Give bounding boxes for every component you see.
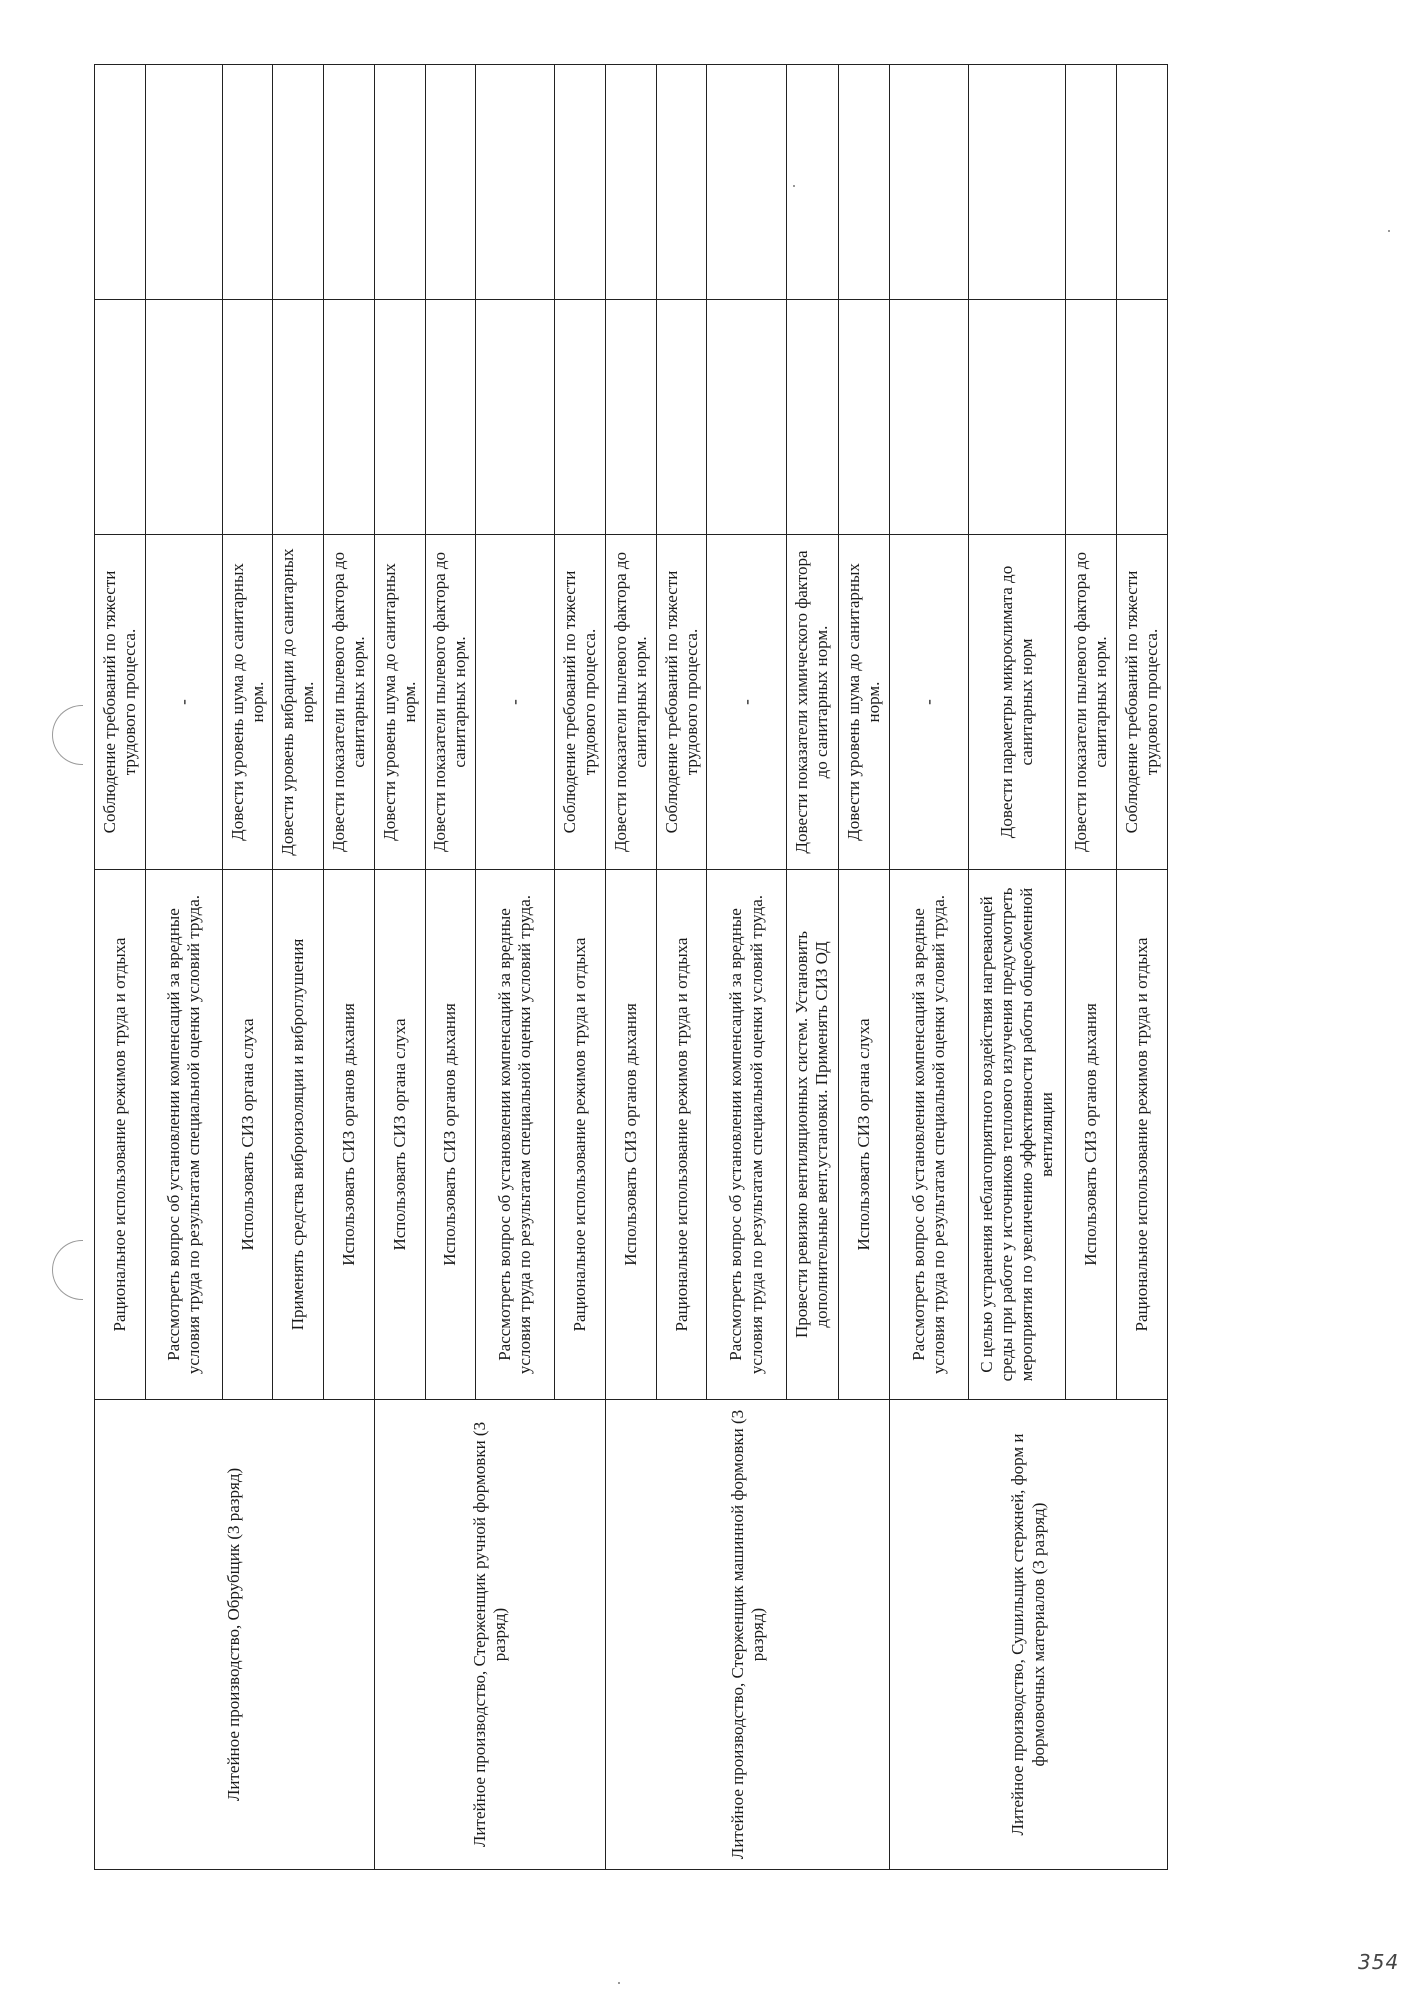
empty-cell (969, 300, 1066, 535)
empty-cell (890, 300, 969, 535)
job-title-cell: Литейное производство, Стерженщик ручной формовки (3 разряд) (374, 1400, 605, 1870)
job-title-cell: Литейное производство, Сушильщик стержней, форм и формовочных материалов (3 разряд) (890, 1400, 1168, 1870)
empty-cell (606, 65, 657, 300)
empty-cell (786, 65, 839, 300)
table-row (95, 65, 146, 1870)
job-title-cell: Литейное производство, Стерженщик машинной формовки (3 разряд) (606, 1400, 890, 1870)
goal-cell: Довести показатели пылевого фактора до санитарных норм. (425, 535, 476, 870)
empty-cell (890, 65, 969, 300)
empty-cell (707, 300, 786, 535)
empty-cell (145, 300, 222, 535)
measure-cell: Применять средства виброизоляции и виброглушения (273, 870, 324, 1400)
goal-cell: Довести показатели пылевого фактора до санитарных норм. (1066, 535, 1117, 870)
empty-cell (786, 300, 839, 535)
job-title-cell: Литейное производство, Обрубщик (3 разряд) (95, 1400, 375, 1870)
measure-cell: Использовать СИЗ органов дыхания (1066, 870, 1117, 1400)
empty-cell (324, 65, 375, 300)
empty-cell (606, 300, 657, 535)
empty-cell (969, 65, 1066, 300)
empty-cell (273, 300, 324, 535)
empty-cell (707, 65, 786, 300)
goal-cell: Довести параметры микроклимата до санитарных норм (969, 535, 1066, 870)
measures-table (94, 64, 1168, 1870)
goal-cell: Соблюдение требований по тяжести трудового процесса. (1117, 535, 1168, 870)
measure-cell: Рассмотреть вопрос об установлении компенсаций за вредные условия труда по результатам специальной оценки условий труда. (145, 870, 222, 1400)
goal-cell: Довести уровень шума до санитарных норм. (839, 535, 890, 870)
empty-cell (476, 65, 555, 300)
punch-hole (52, 705, 83, 765)
empty-cell (425, 300, 476, 535)
empty-cell (476, 300, 555, 535)
empty-cell (656, 65, 707, 300)
goal-cell: Соблюдение требований по тяжести трудового процесса. (555, 535, 606, 870)
punch-hole (52, 1240, 83, 1300)
measure-cell: Рациональное использование режимов труда и отдыха (95, 870, 146, 1400)
empty-cell (425, 65, 476, 300)
goal-cell: Соблюдение требований по тяжести трудового процесса. (95, 535, 146, 870)
empty-cell (222, 300, 273, 535)
measure-cell: Использовать СИЗ органа слуха (222, 870, 273, 1400)
measure-cell: Рассмотреть вопрос об установлении компенсаций за вредные условия труда по результатам специальной оценки условий труда. (707, 870, 786, 1400)
scan-speck (618, 1982, 620, 1984)
empty-cell (1117, 65, 1168, 300)
measure-cell: Рассмотреть вопрос об установлении компенсаций за вредные условия труда по результатам специальной оценки условий труда. (476, 870, 555, 1400)
goal-cell: - (707, 535, 786, 870)
measure-cell: Рациональное использование режимов труда и отдыха (656, 870, 707, 1400)
measure-cell: Использовать СИЗ органов дыхания (606, 870, 657, 1400)
goal-cell: - (476, 535, 555, 870)
scan-speck (1388, 230, 1390, 232)
measure-cell: Использовать СИЗ органа слуха (839, 870, 890, 1400)
measure-cell: Использовать СИЗ органов дыхания (324, 870, 375, 1400)
empty-cell (839, 300, 890, 535)
empty-cell (95, 300, 146, 535)
goal-cell: Довести показатели пылевого фактора до санитарных норм. (324, 535, 375, 870)
empty-cell (1066, 300, 1117, 535)
goal-cell: Довести показатели пылевого фактора до санитарных норм. (606, 535, 657, 870)
empty-cell (555, 65, 606, 300)
measure-cell: Провести ревизию вентиляционных систем. Установить дополнительные вент.установки. Применять СИЗ ОД (786, 870, 839, 1400)
measure-cell: Рациональное использование режимов труда и отдыха (1117, 870, 1168, 1400)
goal-cell: - (890, 535, 969, 870)
goal-cell: Довести уровень шума до санитарных норм. (374, 535, 425, 870)
goal-cell: Соблюдение требований по тяжести трудового процесса. (656, 535, 707, 870)
empty-cell (1066, 65, 1117, 300)
page-number: 354 (1358, 1950, 1400, 1974)
goal-cell: Довести уровень шума до санитарных норм. (222, 535, 273, 870)
goal-cell: - (145, 535, 222, 870)
measure-cell: Рациональное использование режимов труда и отдыха (555, 870, 606, 1400)
empty-cell (839, 65, 890, 300)
empty-cell (656, 300, 707, 535)
goal-cell: Довести показатели химического фактора до санитарных норм. (786, 535, 839, 870)
empty-cell (374, 65, 425, 300)
rotated-document (94, 65, 1168, 1870)
measure-cell: Рассмотреть вопрос об установлении компенсаций за вредные условия труда по результатам специальной оценки условий труда. (890, 870, 969, 1400)
table-row (606, 65, 657, 1870)
scan-speck (793, 185, 795, 187)
empty-cell (555, 300, 606, 535)
empty-cell (222, 65, 273, 300)
empty-cell (145, 65, 222, 300)
empty-cell (324, 300, 375, 535)
empty-cell (95, 65, 146, 300)
measure-cell: С целью устранения неблагоприятного воздействия нагревающей среды при работе у источников теплового излучения предусмотреть мероприятия по увеличению эффективности работы общеобменной вентиляции (969, 870, 1066, 1400)
empty-cell (1117, 300, 1168, 535)
measure-cell: Использовать СИЗ органов дыхания (425, 870, 476, 1400)
empty-cell (273, 65, 324, 300)
table-row (374, 65, 425, 1870)
measure-cell: Использовать СИЗ органа слуха (374, 870, 425, 1400)
table-row (890, 65, 969, 1870)
empty-cell (374, 300, 425, 535)
goal-cell: Довести уровень вибрации до санитарных норм. (273, 535, 324, 870)
